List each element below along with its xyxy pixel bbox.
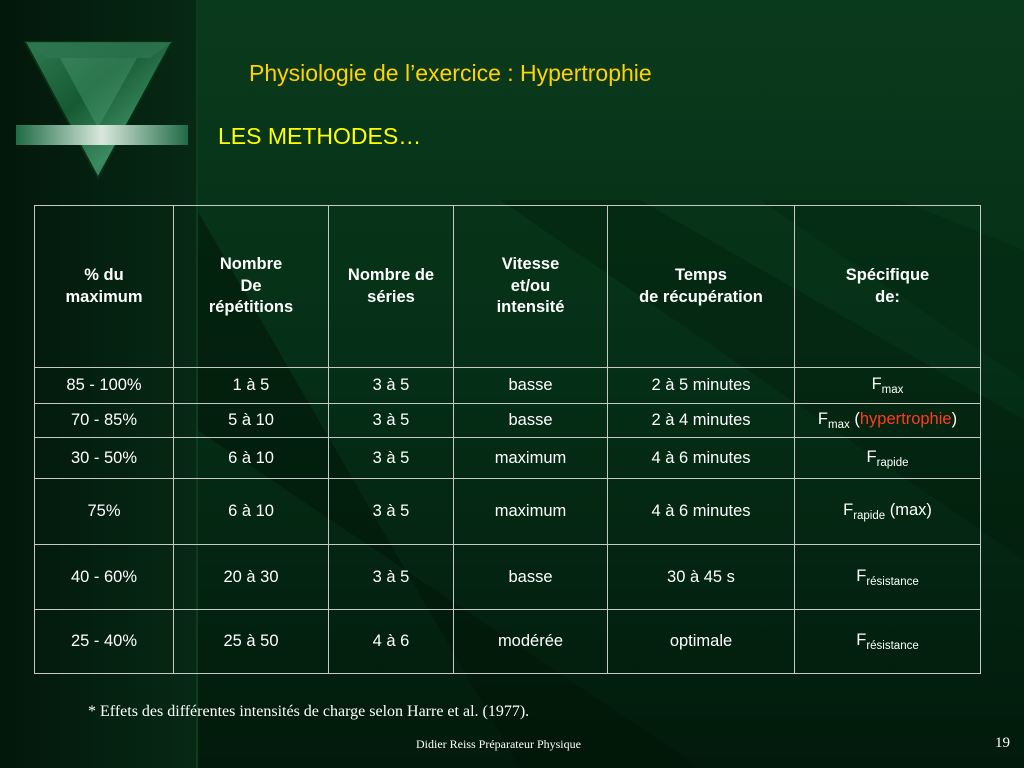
cell-reps: 25 à 50: [174, 610, 329, 674]
cell-rest: 2 à 5 minutes: [608, 368, 795, 404]
slide-title: Physiologie de l’exercice : Hypertrophie: [249, 60, 652, 86]
cell-reps: 1 à 5: [174, 368, 329, 404]
header-repetitions: Nombre De répétitions: [174, 206, 329, 368]
cell-specific: $F_{max}$ (hypertrophie): [795, 404, 981, 438]
cell-specific: $F_{max}$: [795, 368, 981, 404]
table-row: [35, 479, 981, 545]
cell-speed: basse: [454, 368, 608, 404]
cell-percent: 85 - 100%: [35, 368, 174, 404]
cell-series: 3 à 5: [329, 479, 454, 545]
header-recovery-time: Temps de récupération: [608, 206, 795, 368]
cell-reps: 6 à 10: [174, 479, 329, 545]
cell-specific: $F_{rapide}$ (max): [795, 479, 981, 545]
table-row: [35, 438, 981, 479]
slide-subtitle: LES METHODES…: [218, 123, 422, 149]
cell-speed: maximum: [454, 438, 608, 479]
cell-rest: 4 à 6 minutes: [608, 438, 795, 479]
cell-percent: 30 - 50%: [35, 438, 174, 479]
cell-specific: $F_{résistance}$: [795, 545, 981, 610]
cell-reps: 20 à 30: [174, 545, 329, 610]
header-speed-intensity: Vitesse et/ou intensité: [454, 206, 608, 368]
cell-series: 3 à 5: [329, 545, 454, 610]
cell-reps: 6 à 10: [174, 438, 329, 479]
author-footer: Didier Reiss Préparateur Physique: [416, 737, 581, 751]
cell-specific: $F_{résistance}$: [795, 610, 981, 674]
cell-specific: $F_{rapide}$: [795, 438, 981, 479]
cell-speed: modérée: [454, 610, 608, 674]
cell-rest: 2 à 4 minutes: [608, 404, 795, 438]
cell-speed: basse: [454, 545, 608, 610]
header-percent-max: % du maximum: [35, 206, 174, 368]
methods-table: [34, 205, 981, 674]
cell-speed: basse: [454, 404, 608, 438]
table-header-row: [35, 206, 981, 368]
cell-percent: 70 - 85%: [35, 404, 174, 438]
cell-rest: optimale: [608, 610, 795, 674]
cell-percent: 75%: [35, 479, 174, 545]
header-series: Nombre de séries: [329, 206, 454, 368]
table-row: [35, 404, 981, 438]
page-number: 19: [995, 735, 1010, 751]
cell-rest: 30 à 45 s: [608, 545, 795, 610]
cell-rest: 4 à 6 minutes: [608, 479, 795, 545]
cell-percent: 40 - 60%: [35, 545, 174, 610]
cell-reps: 5 à 10: [174, 404, 329, 438]
cell-series: 3 à 5: [329, 368, 454, 404]
cell-series: 4 à 6: [329, 610, 454, 674]
cell-series: 3 à 5: [329, 404, 454, 438]
footnote: * Effets des différentes intensités de charge selon Harre et al. (1977).: [88, 703, 530, 720]
table-row: [35, 545, 981, 610]
cell-percent: 25 - 40%: [35, 610, 174, 674]
table-row: [35, 610, 981, 674]
table-row: [35, 368, 981, 404]
cell-speed: maximum: [454, 479, 608, 545]
header-specific: Spécifique de:: [795, 206, 981, 368]
cell-series: 3 à 5: [329, 438, 454, 479]
